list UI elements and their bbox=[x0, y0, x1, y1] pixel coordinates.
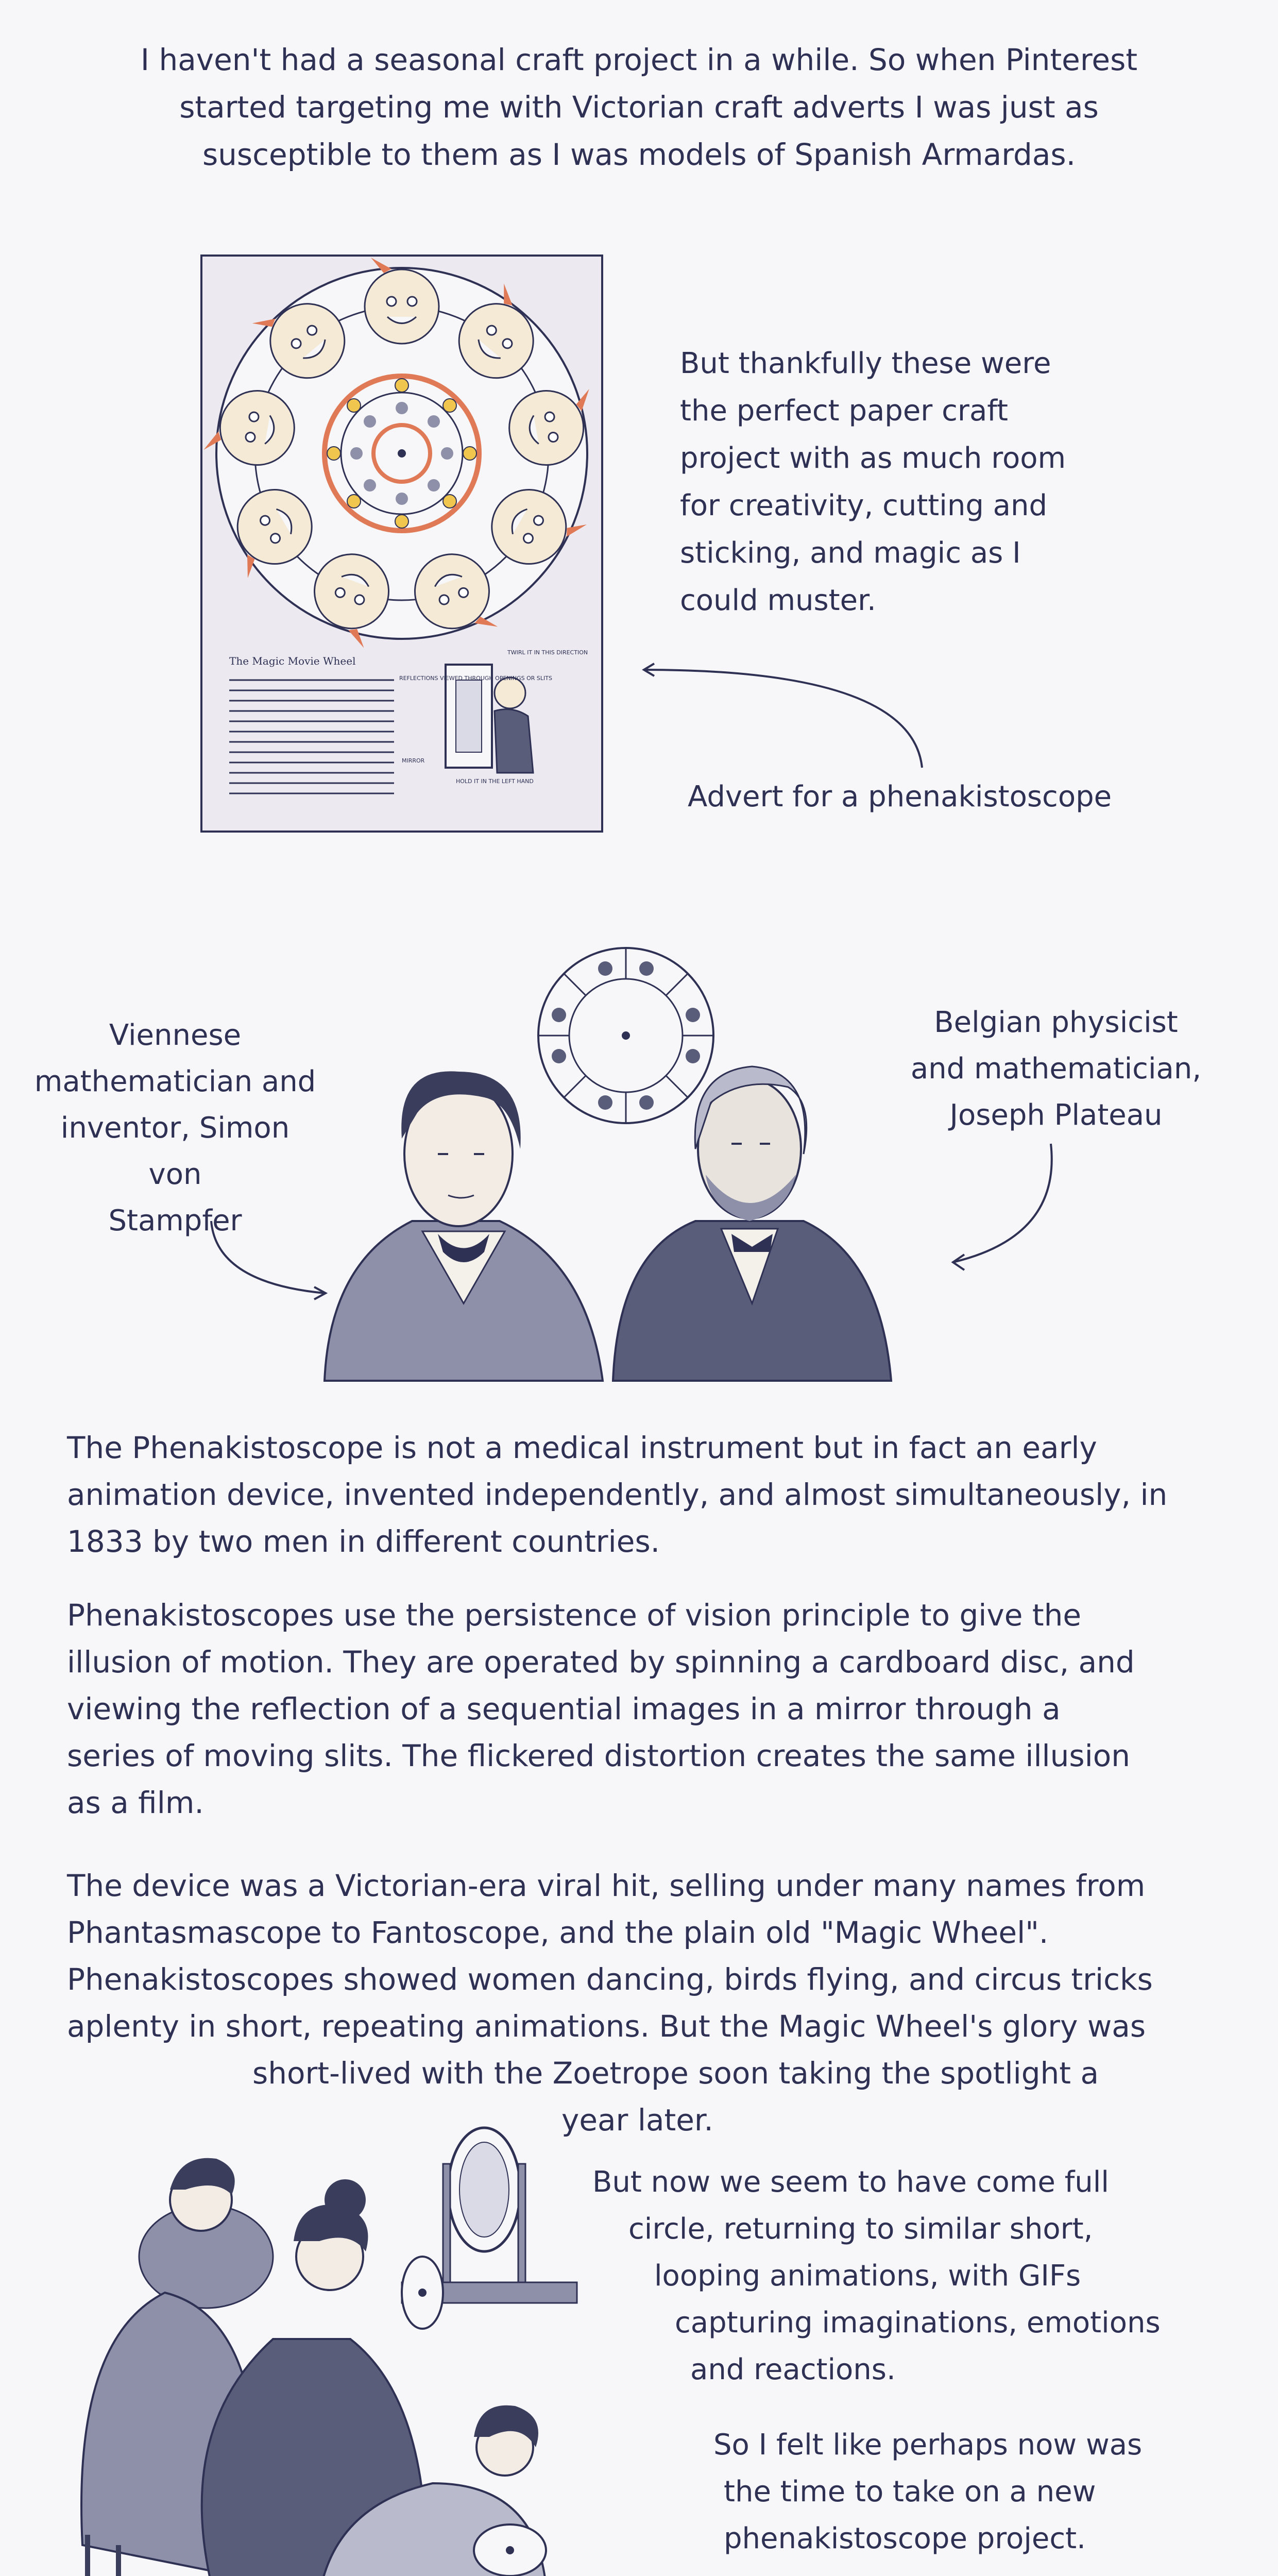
intro-text bbox=[0, 36, 1278, 178]
paragraph-line: year later. bbox=[561, 2103, 713, 2138]
advert-poster-illustration bbox=[198, 252, 605, 835]
paragraph-line: animation device, invented independently, and almost simultaneously, in bbox=[67, 1477, 1168, 1512]
paragraph-line: Phenakistoscopes showed women dancing, birds flying, and circus tricks bbox=[67, 1962, 1153, 1997]
left-inventor-line: Viennese bbox=[109, 1019, 242, 1052]
paragraph-line: But now we seem to have come full bbox=[592, 2165, 1109, 2199]
victorian-ladies-illustration bbox=[31, 2123, 598, 2576]
intro-line: I haven't had a seasonal craft project in a while. So when Pinterest bbox=[140, 42, 1138, 77]
poster-label-hold: HOLD IT IN THE LEFT HAND bbox=[456, 778, 534, 785]
paragraph-line: Phenakistoscopes use the persistence of vision principle to give the bbox=[67, 1598, 1082, 1633]
left-inventor-line: Stampfer bbox=[108, 1204, 242, 1238]
paragraph-2 bbox=[67, 1592, 1221, 1826]
paragraph-line: the time to take on a new bbox=[724, 2475, 1096, 2509]
inventors-illustration bbox=[196, 933, 1082, 1396]
intro-line: susceptible to them as I was models of Spanish Armardas. bbox=[202, 137, 1076, 172]
intro-line: started targeting me with Victorian craft adverts I was just as bbox=[179, 90, 1099, 125]
advert-line: the perfect paper craft bbox=[680, 394, 1008, 428]
paragraph-line: The device was a Victorian-era viral hit, selling under many names from bbox=[67, 1868, 1146, 1903]
advert-line: project with as much room bbox=[680, 442, 1066, 475]
paragraph-5 bbox=[713, 2421, 1142, 2562]
left-inventor-line: mathematician and bbox=[34, 1065, 316, 1098]
right-inventor-line: Joseph Plateau bbox=[949, 1098, 1163, 1132]
paragraph-line: illusion of motion. They are operated by spinning a cardboard disc, and bbox=[67, 1645, 1135, 1680]
paragraph-line: phenakistoscope project. bbox=[724, 2522, 1086, 2555]
paragraph-line: series of moving slits. The flickered distortion creates the same illusion bbox=[67, 1738, 1131, 1773]
advert-line: could muster. bbox=[680, 584, 876, 617]
advert-line: for creativity, cutting and bbox=[680, 489, 1048, 522]
paragraph-line: short-lived with the Zoetrope soon taking the spotlight a bbox=[252, 2056, 1099, 2091]
paragraph-line: capturing imaginations, emotions bbox=[675, 2306, 1161, 2340]
paragraph-line: aplenty in short, repeating animations. But the Magic Wheel's glory was bbox=[67, 2009, 1146, 2044]
advert-caption: Advert for a phenakistoscope bbox=[688, 780, 1112, 814]
stampfer-portrait bbox=[325, 1071, 603, 1381]
poster-label-mirror: MIRROR bbox=[402, 757, 425, 764]
left-inventor-line: inventor, Simon von bbox=[60, 1111, 290, 1191]
paragraph-line: The Phenakistoscope is not a medical instrument but in fact an early bbox=[67, 1430, 1097, 1465]
paragraph-line: looping animations, with GIFs bbox=[654, 2259, 1081, 2293]
arrow-to-poster bbox=[634, 654, 943, 778]
poster-title: The Magic Movie Wheel bbox=[229, 655, 356, 667]
paragraph-line: Phantasmascope to Fantoscope, and the plain old "Magic Wheel". bbox=[67, 1915, 1049, 1950]
paragraph-line: 1833 by two men in different countries. bbox=[67, 1524, 660, 1559]
paragraph-line: So I felt like perhaps now was bbox=[713, 2428, 1143, 2462]
poster-label-reflections: REFLECTIONS VIEWED THROUGH OPENINGS OR SLITS bbox=[399, 675, 552, 682]
paragraph-3 bbox=[67, 1862, 1221, 2144]
paragraph-line: and reactions. bbox=[690, 2353, 896, 2386]
poster-label-twirl: TWIRL IT IN THIS DIRECTION bbox=[507, 649, 588, 656]
small-disc bbox=[538, 948, 713, 1123]
right-inventor-line: Belgian physicist bbox=[934, 1006, 1178, 1039]
paragraph-line: as a film. bbox=[67, 1785, 204, 1820]
right-inventor-line: and mathematician, bbox=[910, 1052, 1202, 1086]
paragraph-1 bbox=[67, 1425, 1221, 1565]
advert-line: But thankfully these were bbox=[680, 347, 1051, 380]
paragraph-4 bbox=[592, 2159, 1161, 2393]
paragraph-line: circle, returning to similar short, bbox=[628, 2212, 1093, 2246]
advert-description bbox=[680, 340, 1066, 624]
advert-line: sticking, and magic as I bbox=[680, 536, 1021, 570]
paragraph-line: viewing the reflection of a sequential images in a mirror through a bbox=[67, 1691, 1061, 1726]
